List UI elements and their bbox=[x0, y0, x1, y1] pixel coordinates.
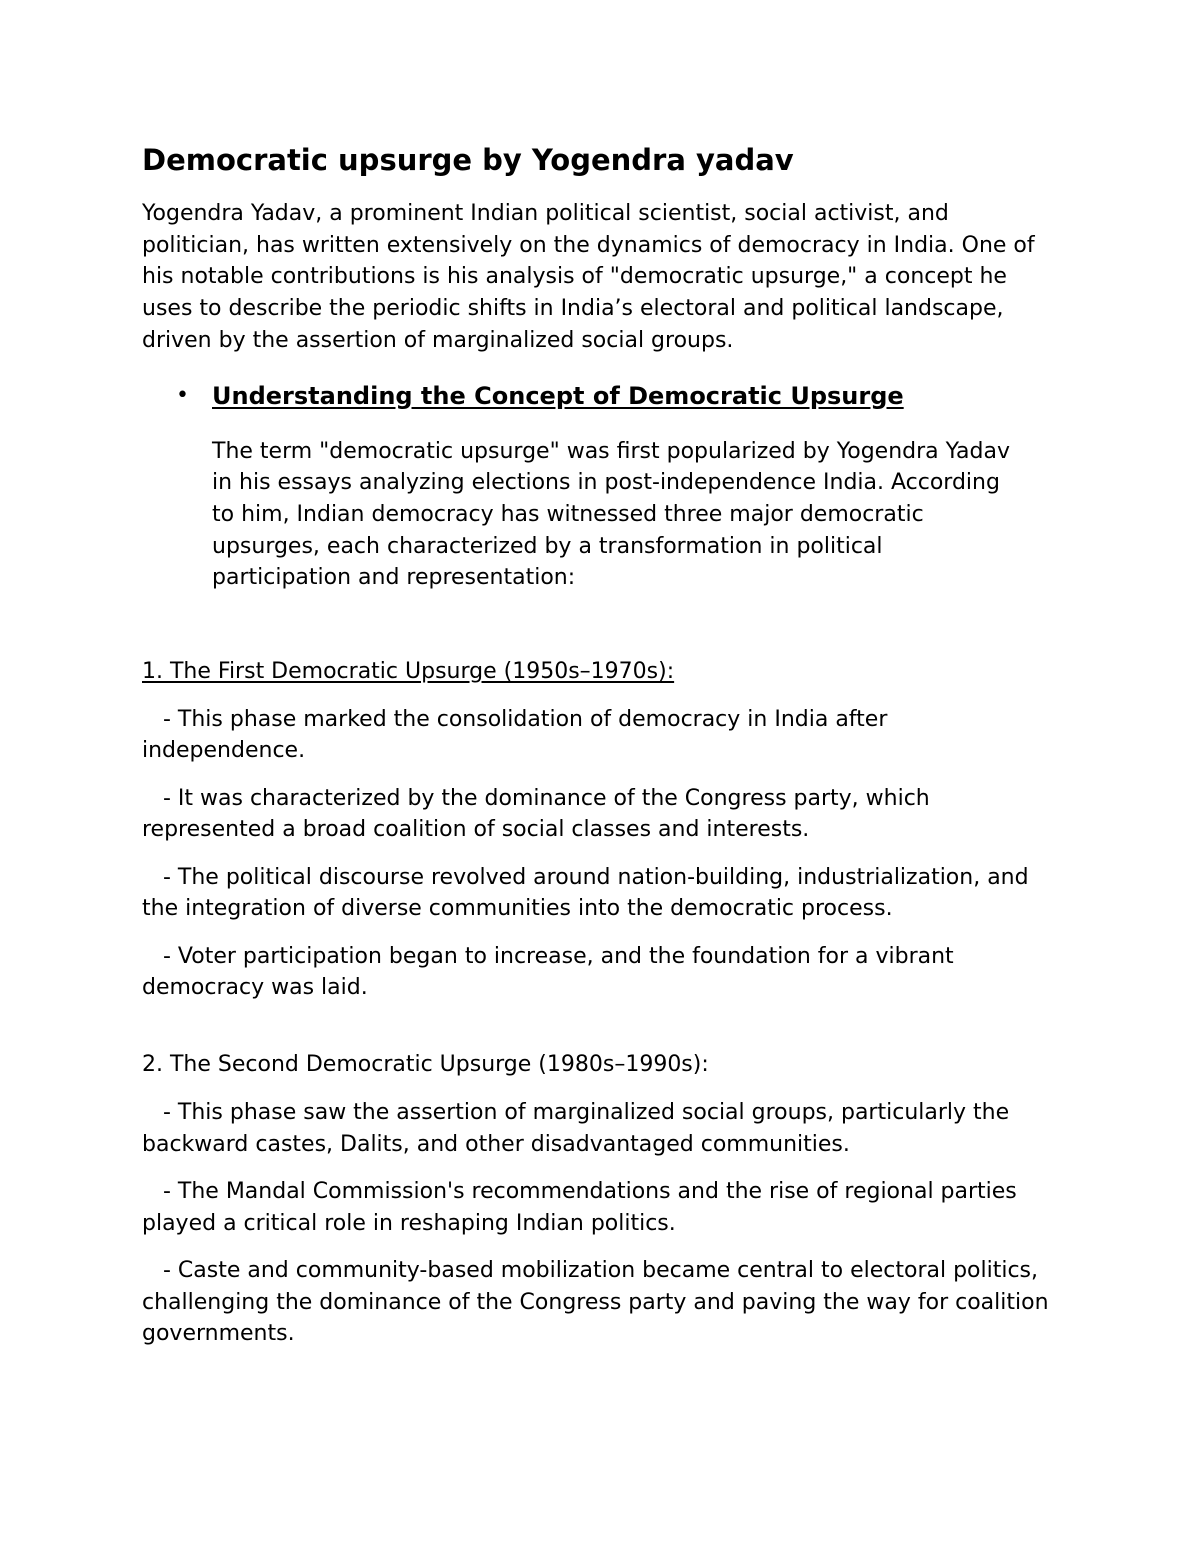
section-point: - Caste and community-based mobilization became central to electoral politics, challenging the dominance of the Congress party and paving the way for coalition governments. bbox=[142, 1257, 1056, 1347]
section-point: - This phase saw the assertion of marginalized social groups, particularly the backward castes, Dalits, and other disadvantaged communities. bbox=[142, 1099, 1017, 1157]
document-page bbox=[142, 140, 1056, 1366]
section-point: - The Mandal Commission's recommendations and the rise of regional parties played a critical role in reshaping Indian politics. bbox=[142, 1178, 1024, 1236]
section-first-upsurge bbox=[142, 656, 1052, 1004]
document-title: Democratic upsurge by Yogendra yadav bbox=[142, 143, 794, 177]
section-heading: 1. The First Democratic Upsurge (1950s–1970s): bbox=[142, 659, 675, 685]
concept-heading: Understanding the Concept of Democratic Upsurge bbox=[212, 381, 904, 410]
section-second-upsurge bbox=[142, 1049, 1056, 1350]
section-point: - This phase marked the consolidation of democracy in India after independence. bbox=[142, 706, 895, 764]
section-points bbox=[142, 1097, 1056, 1350]
concept-bullet-item bbox=[142, 376, 1052, 595]
intro-paragraph: Yogendra Yadav, a prominent Indian political scientist, social activist, and politician, has written extensively on the dynamics of democracy in India. One of his notable contributions is his analysis of "democratic upsurge," a concept he uses to describe the periodic shifts in India’s electoral and political landscape, driven by the assertion of marginalized social groups. bbox=[142, 201, 1035, 353]
section-point: - Voter participation began to increase, and the foundation for a vibrant democracy was laid. bbox=[142, 943, 961, 1001]
concept-paragraph: The term "democratic upsurge" was first popularized by Yogendra Yadav in his essays analyzing elections in post-independence India. According to him, Indian democracy has witnessed three major democratic upsurges, each characterized by a transformation in political participation and representation: bbox=[212, 438, 1010, 591]
section-heading: 2. The Second Democratic Upsurge (1980s–1990s): bbox=[142, 1052, 709, 1078]
section-point: - It was characterized by the dominance of the Congress party, which represented a broad coalition of social classes and interests. bbox=[142, 785, 937, 843]
section-point: - The political discourse revolved around nation-building, industrialization, and the integration of diverse communities into the democratic process. bbox=[142, 864, 1036, 922]
section-points bbox=[142, 704, 1052, 1004]
bullet-icon: • bbox=[176, 382, 189, 408]
